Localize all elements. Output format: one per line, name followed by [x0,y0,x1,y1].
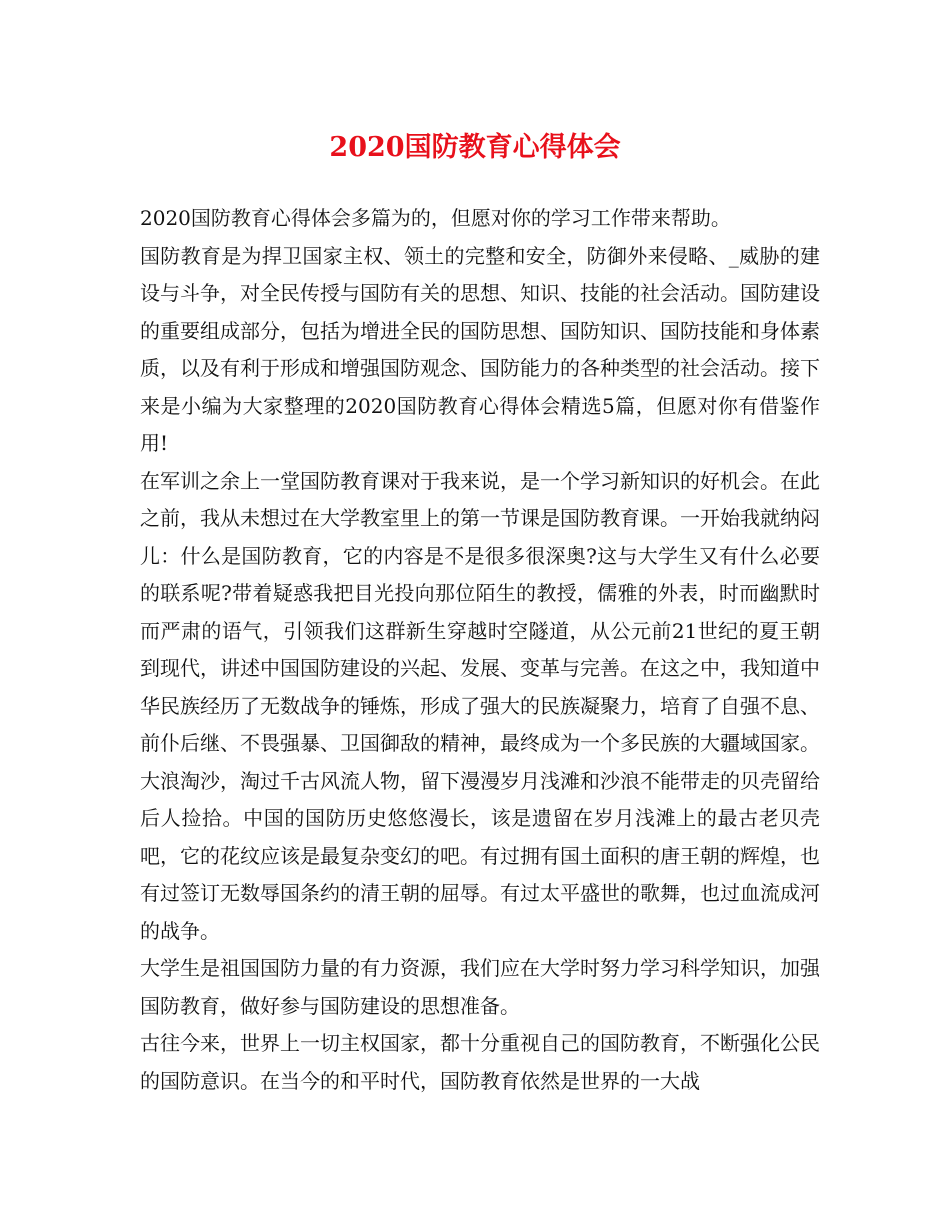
document-body [140,200,820,1100]
paragraph-intro: 2020国防教育心得体会多篇为的，但愿对你的学习工作带来帮助。 [140,206,731,230]
paragraph-students: 大学生是祖国国防力量的有力资源，我们应在大学时努力学习科学知识，加强国防教育，做好参与国防建设的思想准备。 [140,956,820,1018]
paragraph-past-present: 古往今来，世界上一切主权国家，都十分重视自己的国防教育，不断强化公民的国防意识。在当今的和平时代，国防教育依然是世界的一大战 [140,1031,820,1093]
paragraph-definition: 国防教育是为捍卫国家主权、领土的完整和安全，防御外来侵略、_威胁的建设与斗争，对全民传授与国防有关的思想、知识、技能的社会活动。国防建设的重要组成部分，包括为增进全民的国防思想、国防知识、国防技能和身体素质，以及有利于形成和增强国防观念、国防能力的各种类型的社会活动。接下来是小编为大家整理的2020国防教育心得体会精选5篇，但愿对你有借鉴作用! [140,243,820,455]
document-title: 2020国防教育心得体会 [329,132,621,163]
paragraph-history: 大浪淘沙，淘过千古风流人物，留下漫漫岁月浅滩和沙浪不能带走的贝壳留给后人捡拾。中国的国防历史悠悠漫长，该是遗留在岁月浅滩上的最古老贝壳吧，它的花纹应该是最复杂变幻的吧。有过拥有国土面积的唐王朝的辉煌，也有过签订无数辱国条约的清王朝的屈辱。有过太平盛世的歌舞，也过血流成河的战争。 [140,768,820,943]
paragraph-military-training: 在军训之余上一堂国防教育课对于我来说，是一个学习新知识的好机会。在此之前，我从未想过在大学教室里上的第一节课是国防教育课。一开始我就纳闷儿：什么是国防教育，它的内容是不是很多很深奥?这与大学生又有什么必要的联系呢?带着疑惑我把目光投向那位陌生的教授，儒雅的外表，时而幽默时而严肃的语气，引领我们这群新生穿越时空隧道，从公元前21世纪的夏王朝到现代，讲述中国国防建设的兴起、发展、变革与完善。在这之中，我知道中华民族经历了无数战争的锤炼，形成了强大的民族凝聚力，培育了自强不息、前仆后继、不畏强暴、卫国御敌的精神，最终成为一个多民族的大疆域国家。 [140,468,820,755]
